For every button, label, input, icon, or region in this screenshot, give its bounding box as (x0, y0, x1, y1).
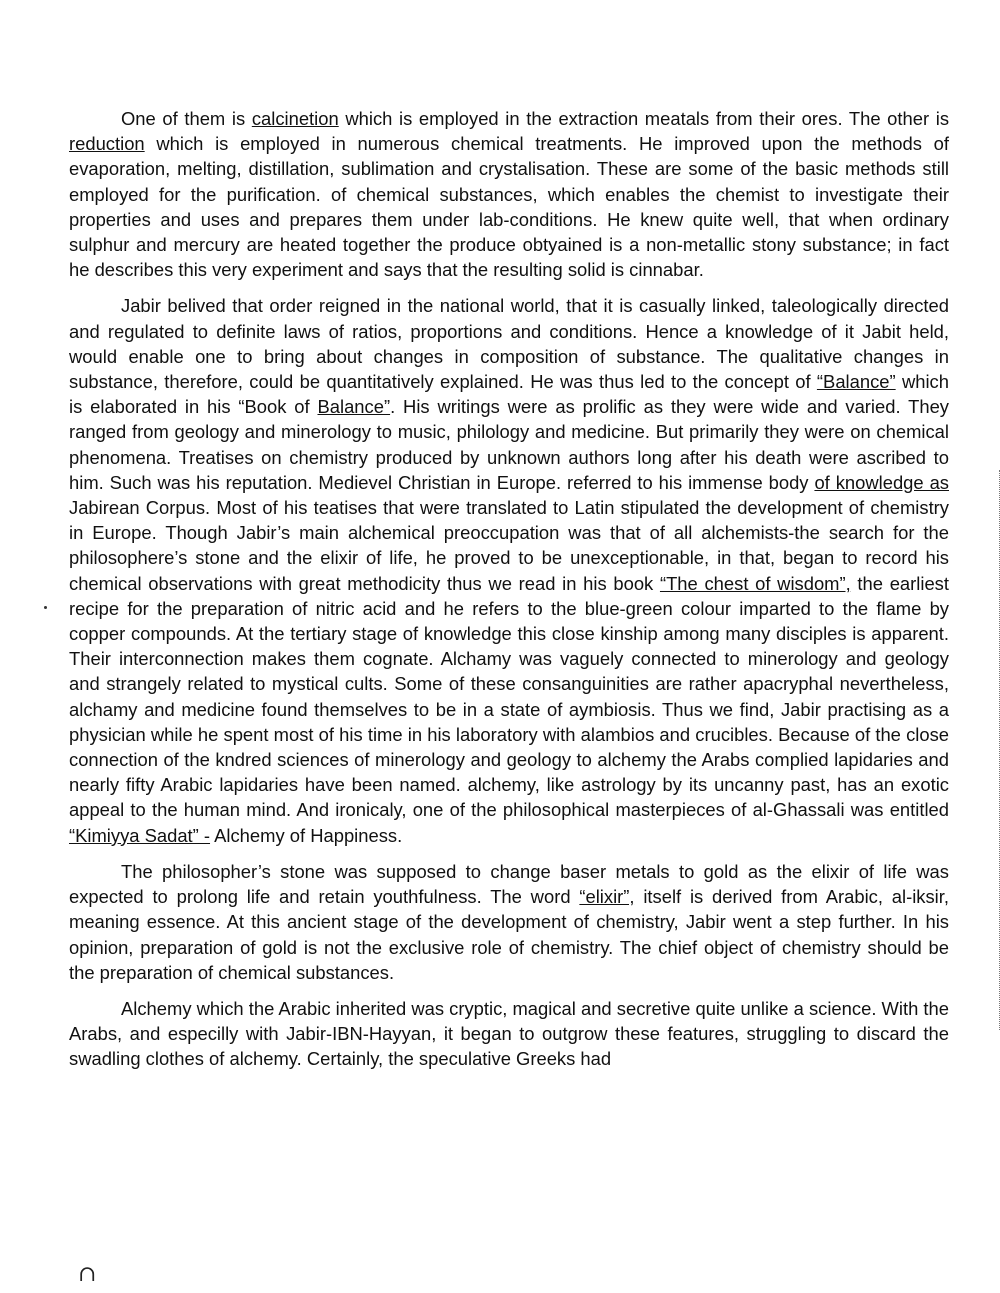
text-run: The philosopher’s stone was supposed to change baser metals to gold as the elixir of life was expected to prolong life and retain youthfulness. The word (69, 860, 949, 908)
body-text (69, 106, 949, 1083)
underlined-phrase: “Kimiyya Sadat” - (69, 824, 211, 846)
handwritten-page-mark: ∩ (78, 1262, 97, 1287)
text-run: . His writings were as prolific as they were wide and varied. They ranged from geology and minerology to music, philology and medicine. But primarily they were on chemical phenomena. Treatises on chemistry produced by unknown authors long after his death were ascribed to him. Such was his reputation. Medievel Christian in Europe. referred to his immense body (69, 396, 949, 493)
paragraph (69, 996, 949, 1072)
paragraph (69, 859, 949, 985)
paragraph (69, 106, 949, 282)
text-run: Alchemy which the Arabic inherited was cryptic, magical and secretive quite unlike a science. With the Arabs, and especilly with Jabir-IBN-Hayyan, it began to outgrow these features, struggling to discard the swadling clothes of alchemy. Certainly, the speculative Greeks had (69, 997, 949, 1070)
underlined-phrase: “elixir”, (579, 886, 635, 908)
underlined-phrase: of knowledge as (814, 471, 949, 493)
text-run: which is employed in numerous chemical treatments. He improved upon the methods of evaporation, melting, distillation, sublimation and crystalisation. These are some of the basic methods still employed for the purification. of chemical substances, which enables the chemist to investigate their properties and uses and prepares them under lab-conditions. He knew quite well, that when ordinary sulphur and mercury are heated together the produce obtyained is a non-metallic stony substance; in fact he describes this very experiment and says that the resulting solid is cinnabar. (69, 133, 949, 281)
underlined-phrase: reduction (69, 133, 145, 155)
text-run: itself is derived from Arabic, al-iksir, meaning essence. At this ancient stage of the development of chemistry, Jabir went a step further. In his opinion, preparation of gold is not the exclusive role of chemistry. The chief object of chemistry should be the preparation of chemical substances. (69, 886, 949, 983)
text-run: which is elaborated in his “Book of (69, 371, 949, 418)
text-run: Jabirean Corpus. Most of his teatises that were translated to Latin stipulated the development of chemistry in Europe. Though Jabir’s main alchemical preoccupation was that of all alchemists-the search for the philosophere’s stone and the elixir of life, he proved to be unexceptionable, in that, began to record his chemical observations with great methodicity thus we read in his book (69, 497, 949, 594)
underlined-phrase: calcinetion (251, 108, 339, 129)
underlined-phrase: Balance” (317, 396, 391, 418)
underlined-phrase: “The chest of wisdom”, (659, 572, 851, 594)
paragraph (69, 293, 949, 847)
underlined-phrase: “Balance” (816, 371, 896, 393)
text-run: the earliest recipe for the preparation of nitric acid and he refers to the blue-green colour imparted to the flame by copper compounds. At the tertiary stage of knowledge this close kinship among many disciples is apparent. Their interconnection makes them cognate. Alchamy was vaguely connected to minerology and geology and strangely related to mystical cults. Some of these consanguinities are rather apacryphal nevertheless, alchamy and medicine found themselves to be in a state of aymbiosis. Thus we find, Jabir practising as a physician while he spent most of his time in his laboratory with alambios and crucibles. Because of the close connection of the kndred sciences of minerology and geology to alchemy the Arabs complied lapidaries and nearly fifty Arabic lapidaries have been named. alchemy, like astrology by its uncanny past, has an exotic appeal to the human mind. And ironicaly, one of the philosophical masterpieces of al-Ghassali was entitled (69, 572, 949, 821)
text-run: which is employed in the extraction meatals from their ores. The other is (338, 108, 950, 129)
text-run: Alchemy of Happiness. (210, 824, 403, 846)
text-run: One of them is (121, 108, 252, 129)
scan-speck (44, 606, 47, 609)
text-run: Jabir belived that order reigned in the national world, that it is casually linked, taleologically directed and regulated to definite laws of ratios, proportions and conditions. Hence a knowledge of it Jabit held, would enable one to bring about changes in composition of substance. The qualitative changes in substance, therefore, could be quantitatively explained. He was thus led to the concept of (69, 295, 949, 393)
